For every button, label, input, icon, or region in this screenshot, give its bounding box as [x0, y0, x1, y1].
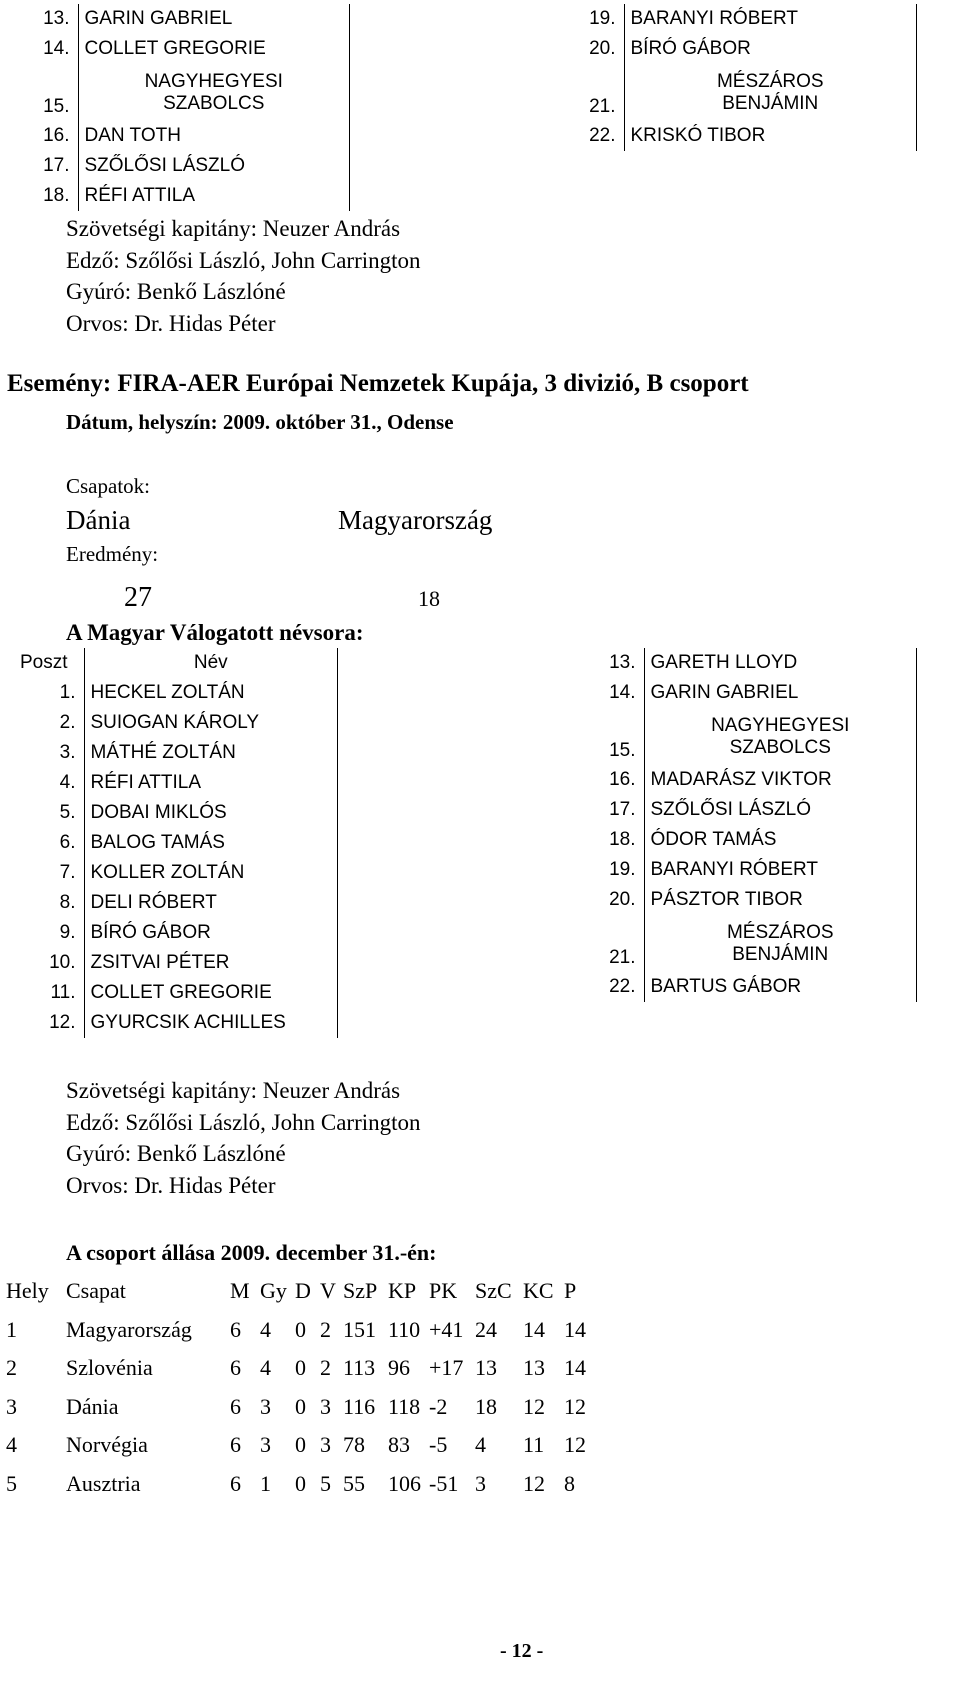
roster-row — [562, 915, 917, 972]
standings-cell: 55 — [343, 1470, 365, 1496]
standings-cell: Dánia — [66, 1393, 119, 1419]
event-staff-list — [66, 1075, 421, 1201]
top-right-roster — [562, 4, 917, 151]
player-name-line: MÉSZÁROS — [716, 70, 824, 92]
player-name-line: SZABOLCS — [163, 92, 265, 114]
event-right-roster — [562, 648, 917, 1002]
roster-player-name: DOBAI MIKLÓS — [84, 798, 338, 828]
standings-cell: 12 — [564, 1432, 586, 1458]
standings-cell: 2 — [6, 1355, 17, 1381]
roster-number: 7. — [59, 862, 76, 883]
standings-cell: 0 — [295, 1393, 306, 1419]
staff-line: Gyúró: Benkő Lászlóné — [66, 1141, 286, 1166]
roster-player-name: GARETH LLOYD — [644, 648, 917, 678]
standings-cell: 151 — [343, 1316, 376, 1342]
standings-cell: 106 — [388, 1470, 421, 1496]
standings-cell: 1 — [260, 1470, 271, 1496]
roster-player-name: GARIN GABRIEL — [78, 4, 350, 34]
standings-cell: 83 — [388, 1432, 410, 1458]
standings-header-cell: SzC — [475, 1278, 512, 1304]
staff-line: Orvos: Dr. Hidas Péter — [66, 1172, 276, 1198]
roster-number: 21. — [589, 96, 616, 117]
standings-header-cell: V — [320, 1278, 336, 1304]
roster-player-name: GARIN GABRIEL — [644, 678, 917, 708]
standings-cell: 113 — [343, 1355, 376, 1381]
col-name-header: Név — [84, 648, 338, 678]
roster-player-name: BÍRÓ GÁBOR — [624, 34, 917, 64]
team-away: Magyarország — [338, 505, 493, 535]
roster-player-name: RÉFI ATTILA — [84, 768, 338, 798]
player-name-line: BENJÁMIN — [722, 92, 819, 114]
roster-player-name — [644, 915, 917, 972]
teams-label: Csapatok: — [66, 474, 150, 498]
roster-row — [562, 765, 917, 795]
standings-header-cell: KP — [388, 1278, 417, 1304]
roster-row — [4, 858, 338, 888]
standings-row — [6, 1426, 592, 1465]
standings-header-cell: D — [295, 1278, 311, 1304]
score-away: 18 — [418, 586, 440, 611]
roster-player-name: BARTUS GÁBOR — [644, 972, 917, 1002]
roster-number: 18. — [43, 185, 70, 206]
standings-row — [6, 1465, 592, 1504]
standings-header-cell: PK — [429, 1278, 458, 1304]
standings-cell: -5 — [429, 1432, 448, 1458]
standings-cell: -51 — [429, 1470, 459, 1496]
roster-row — [562, 825, 917, 855]
roster-number: 16. — [43, 125, 70, 146]
standings-row — [6, 1388, 592, 1427]
standings-cell: 0 — [295, 1355, 306, 1381]
standings-cell: 13 — [475, 1355, 497, 1381]
standings-cell: 8 — [564, 1470, 575, 1496]
standings-cell: 78 — [343, 1432, 365, 1458]
roster-row — [562, 121, 917, 151]
standings-cell: 6 — [230, 1470, 241, 1496]
roster-row — [4, 828, 338, 858]
roster-player-name — [624, 64, 917, 121]
roster-title: A Magyar Válogatott névsora: — [66, 620, 364, 645]
standings-cell: 4 — [260, 1316, 271, 1342]
standings-cell: Szlovénia — [66, 1355, 153, 1381]
standings-cell: 14 — [523, 1316, 545, 1342]
roster-number: 3. — [59, 742, 76, 763]
staff-line: Gyúró: Benkő Lászlóné — [66, 279, 286, 304]
roster-number: 20. — [589, 38, 616, 59]
roster-number: 15. — [43, 96, 70, 117]
roster-row — [4, 678, 338, 708]
standings-cell: 14 — [564, 1316, 586, 1342]
roster-number: 14. — [609, 682, 636, 703]
score-home: 27 — [124, 582, 152, 613]
roster-number: 18. — [609, 829, 636, 850]
roster-number: 9. — [59, 922, 76, 943]
roster-number: 11. — [50, 982, 76, 1003]
standings-cell: 12 — [523, 1470, 545, 1496]
standings-row — [6, 1349, 592, 1388]
standings-row — [6, 1311, 592, 1350]
player-name-line: SZABOLCS — [729, 736, 831, 758]
roster-number: 22. — [609, 976, 636, 997]
roster-player-name — [644, 708, 917, 765]
staff-line: Edző: Szőlősi László, John Carrington — [66, 247, 421, 273]
standings-header-cell: M — [230, 1278, 250, 1304]
roster-player-name: MÁTHÉ ZOLTÁN — [84, 738, 338, 768]
roster-player-name: BALOG TAMÁS — [84, 828, 338, 858]
roster-row — [562, 64, 917, 121]
standings-header-cell: Gy — [260, 1278, 287, 1304]
roster-player-name: DELI RÓBERT — [84, 888, 338, 918]
roster-number: 8. — [59, 892, 76, 913]
roster-row — [562, 795, 917, 825]
roster-player-name: BARANYI RÓBERT — [624, 4, 917, 34]
roster-row — [4, 918, 338, 948]
roster-number: 15. — [609, 740, 636, 761]
roster-row — [4, 978, 338, 1008]
roster-row — [10, 34, 350, 64]
standings-header-cell: KC — [523, 1278, 554, 1304]
standings-cell: Magyarország — [66, 1316, 192, 1342]
roster-row — [562, 708, 917, 765]
standings-cell: +41 — [429, 1316, 464, 1342]
roster-player-name — [78, 64, 350, 121]
roster-player-name: RÉFI ATTILA — [78, 181, 350, 211]
roster-row — [10, 64, 350, 121]
standings-cell: 12 — [564, 1393, 586, 1419]
staff-line: Edző: Szőlősi László, John Carrington — [66, 1109, 421, 1135]
roster-player-name: HECKEL ZOLTÁN — [84, 678, 338, 708]
roster-number: 19. — [609, 859, 636, 880]
standings-header-cell: Hely — [6, 1278, 49, 1304]
standings-cell: 2 — [320, 1355, 331, 1381]
player-name-line: NAGYHEGYESI — [144, 70, 283, 92]
roster-row — [562, 972, 917, 1002]
roster-player-name: BÍRÓ GÁBOR — [84, 918, 338, 948]
roster-row — [10, 181, 350, 211]
roster-player-name: PÁSZTOR TIBOR — [644, 885, 917, 915]
roster-player-name: COLLET GREGORIE — [78, 34, 350, 64]
standings-cell: 0 — [295, 1470, 306, 1496]
standings-cell: 4 — [6, 1432, 17, 1458]
roster-player-name: ZSITVAI PÉTER — [84, 948, 338, 978]
standings-cell: 2 — [320, 1316, 331, 1342]
roster-player-name: MADARÁSZ VIKTOR — [644, 765, 917, 795]
standings-cell: 5 — [6, 1470, 17, 1496]
roster-number: 10. — [49, 952, 76, 973]
roster-row — [4, 768, 338, 798]
roster-player-name: KOLLER ZOLTÁN — [84, 858, 338, 888]
roster-number: 5. — [59, 802, 76, 823]
roster-number: 17. — [43, 155, 70, 176]
page-number: - 12 - — [500, 1640, 544, 1662]
roster-row — [4, 798, 338, 828]
roster-player-name: SUIOGAN KÁROLY — [84, 708, 338, 738]
roster-number: 21. — [609, 947, 636, 968]
standings-header-cell: Csapat — [66, 1278, 126, 1304]
event-title: Esemény: FIRA-AER Európai Nemzetek Kupája, 3 divizió, B csoport — [7, 370, 749, 397]
staff-line: Szövetségi kapitány: Neuzer András — [66, 1078, 401, 1103]
standings-cell: 0 — [295, 1316, 306, 1342]
roster-row — [4, 948, 338, 978]
standings-header-cell: SzP — [343, 1278, 378, 1304]
standings-cell: 110 — [388, 1316, 421, 1342]
standings-cell: -2 — [429, 1393, 448, 1419]
staff-line: Orvos: Dr. Hidas Péter — [66, 310, 276, 336]
col-pos-header: Poszt — [19, 652, 68, 673]
roster-player-name: BARANYI RÓBERT — [644, 855, 917, 885]
roster-number: 13. — [43, 8, 70, 29]
standings-cell: 3 — [260, 1393, 271, 1419]
roster-player-name: GYURCSIK ACHILLES — [84, 1008, 338, 1038]
standings-cell: 6 — [230, 1432, 241, 1458]
result-label: Eredmény: — [66, 542, 159, 566]
standings-cell: 6 — [230, 1393, 241, 1419]
standings-cell: 12 — [523, 1393, 545, 1419]
roster-row — [10, 121, 350, 151]
top-left-roster — [10, 4, 350, 211]
standings-cell: 96 — [388, 1355, 410, 1381]
roster-number: 1. — [59, 682, 76, 703]
roster-number: 13. — [609, 652, 636, 673]
roster-row — [562, 855, 917, 885]
standings-cell: 11 — [523, 1432, 545, 1458]
player-name-line: MÉSZÁROS — [726, 921, 834, 943]
standings-cell: 0 — [295, 1432, 306, 1458]
standings-cell: +17 — [429, 1355, 464, 1381]
roster-number: 16. — [609, 769, 636, 790]
standings-cell: 3 — [6, 1393, 17, 1419]
standings-cell: 3 — [260, 1432, 271, 1458]
player-name-line: BENJÁMIN — [732, 943, 829, 965]
standings-cell: 6 — [230, 1316, 241, 1342]
roster-number: 2. — [59, 712, 76, 733]
roster-row — [4, 708, 338, 738]
standings-header-cell: P — [564, 1278, 577, 1304]
roster-header-row — [4, 648, 338, 678]
standings-cell: 6 — [230, 1355, 241, 1381]
event-date-place: Dátum, helyszín: 2009. október 31., Odense — [66, 410, 454, 434]
standings-cell: Ausztria — [66, 1470, 141, 1496]
standings-header-row — [6, 1272, 592, 1311]
standings-cell: 18 — [475, 1393, 497, 1419]
roster-number: 17. — [609, 799, 636, 820]
standings-cell: 118 — [388, 1393, 421, 1419]
standings-cell: 3 — [475, 1470, 486, 1496]
roster-number: 4. — [59, 772, 76, 793]
roster-player-name: ÓDOR TAMÁS — [644, 825, 917, 855]
top-staff-list — [66, 213, 421, 339]
roster-player-name: KRISKÓ TIBOR — [624, 121, 917, 151]
roster-player-name: SZŐLŐSI LÁSZLÓ — [78, 151, 350, 181]
roster-row — [10, 4, 350, 34]
roster-row — [562, 678, 917, 708]
roster-number: 12. — [49, 1012, 76, 1033]
roster-row — [562, 34, 917, 64]
event-left-roster — [4, 648, 338, 1038]
roster-row — [4, 888, 338, 918]
standings-cell: 3 — [320, 1393, 331, 1419]
roster-number: 20. — [609, 889, 636, 910]
standings-cell: 5 — [320, 1470, 331, 1496]
staff-line: Szövetségi kapitány: Neuzer András — [66, 216, 401, 241]
roster-row — [562, 885, 917, 915]
standings-cell: 3 — [320, 1432, 331, 1458]
roster-row — [10, 151, 350, 181]
roster-number: 22. — [589, 125, 616, 146]
standings-cell: 13 — [523, 1355, 545, 1381]
roster-number: 6. — [59, 832, 76, 853]
player-name-line: NAGYHEGYESI — [711, 714, 850, 736]
roster-player-name: COLLET GREGORIE — [84, 978, 338, 1008]
roster-row — [562, 648, 917, 678]
roster-number: 19. — [589, 8, 616, 29]
roster-player-name: DAN TOTH — [78, 121, 350, 151]
roster-row — [4, 1008, 338, 1038]
roster-row — [4, 738, 338, 768]
standings-title: A csoport állása 2009. december 31.-én: — [66, 1240, 437, 1265]
standings-cell: 116 — [343, 1393, 376, 1419]
roster-row — [562, 4, 917, 34]
roster-number: 14. — [43, 38, 70, 59]
standings-cell: 4 — [260, 1355, 271, 1381]
standings-cell: Norvégia — [66, 1432, 148, 1458]
roster-player-name: SZŐLŐSI LÁSZLÓ — [644, 795, 917, 825]
standings-table — [6, 1272, 592, 1503]
standings-cell: 4 — [475, 1432, 486, 1458]
standings-cell: 14 — [564, 1355, 586, 1381]
team-home: Dánia — [66, 505, 131, 535]
standings-cell: 1 — [6, 1316, 17, 1342]
standings-cell: 24 — [475, 1316, 497, 1342]
